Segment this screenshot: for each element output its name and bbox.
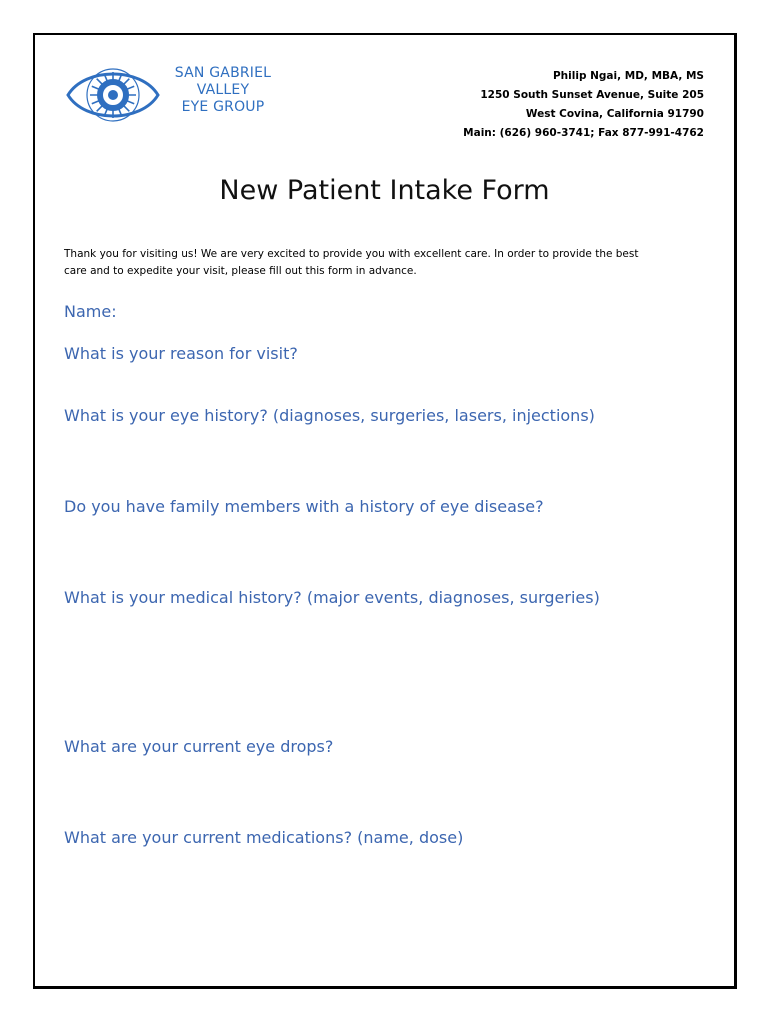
intro-line: care and to expedite your visit, please fill out this form in advance. bbox=[64, 265, 417, 277]
logo-line: EYE GROUP bbox=[181, 99, 265, 115]
city-state-zip: West Covina, California 91790 bbox=[525, 108, 704, 120]
clinic-address bbox=[463, 67, 704, 143]
intro-paragraph bbox=[64, 246, 704, 280]
clinic-logo bbox=[65, 63, 285, 127]
question-reason-for-visit: What is your reason for visit? bbox=[64, 344, 298, 363]
question-name: Name: bbox=[64, 302, 117, 321]
question-eye-drops: What are your current eye drops? bbox=[64, 737, 334, 756]
physician-name: Philip Ngai, MD, MBA, MS bbox=[552, 70, 704, 82]
question-medications: What are your current medications? (name, dose) bbox=[64, 828, 464, 847]
street-address: 1250 South Sunset Avenue, Suite 205 bbox=[480, 89, 704, 101]
phone-fax: Main: (626) 960-3741; Fax 877-991-4762 bbox=[463, 127, 704, 139]
document-page bbox=[33, 33, 737, 989]
eye-icon bbox=[65, 63, 161, 127]
logo-text bbox=[163, 65, 283, 116]
logo-line: SAN GABRIEL bbox=[174, 65, 272, 81]
page-title: New Patient Intake Form bbox=[219, 175, 550, 206]
logo-line: VALLEY bbox=[196, 82, 250, 98]
question-eye-history: What is your eye history? (diagnoses, surgeries, lasers, injections) bbox=[64, 406, 595, 425]
question-family-history: Do you have family members with a history of eye disease? bbox=[64, 497, 544, 516]
intro-line: Thank you for visiting us! We are very excited to provide you with excellent care. In order to provide the best bbox=[64, 248, 639, 260]
question-medical-history: What is your medical history? (major events, diagnoses, surgeries) bbox=[64, 588, 600, 607]
